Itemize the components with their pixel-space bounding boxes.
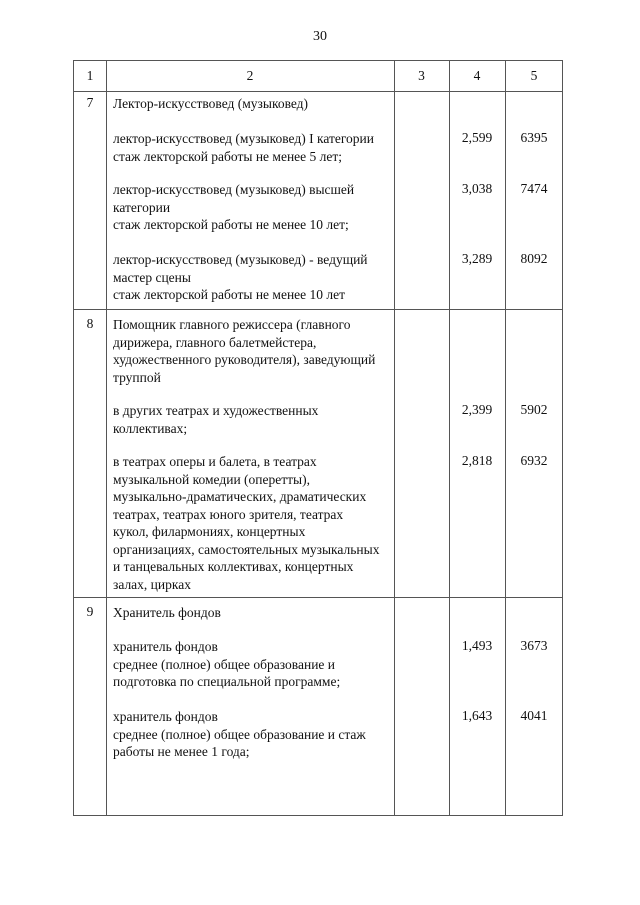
item-salary: 7474 (520, 181, 548, 196)
salary-table (73, 60, 563, 816)
item-coefficient: 3,289 (461, 251, 493, 266)
item-coefficient: 2,399 (461, 402, 493, 417)
row-divider (74, 597, 562, 598)
header-col-1: 1 (86, 68, 94, 83)
page-number: 30 (313, 29, 327, 44)
item-coefficient: 2,818 (461, 453, 493, 468)
row-number: 8 (86, 316, 94, 331)
item-text: лектор-искусствовед (музыковед) высшей категории стаж лекторской работы не менее 10 лет; (113, 182, 355, 232)
column-divider (505, 61, 506, 815)
item-coefficient: 2,599 (461, 130, 493, 145)
item-text: в театрах оперы и балета, в театрах музыкальной комедии (оперетты), музыкально-драматических, драматических театрах, театрах юного зрителя, театрах кукол, филармониях, концертных организациях, самостоятельных музыкальных и танцевальных коллективах, концертных залах, цирках (113, 454, 380, 592)
item-text: хранитель фондов среднее (полное) общее образование и стаж работы не менее 1 года; (113, 709, 366, 759)
item-salary: 6395 (520, 130, 548, 145)
item-coefficient: 3,038 (461, 181, 493, 196)
column-divider (394, 61, 395, 815)
header-col-2: 2 (246, 68, 254, 83)
column-divider (106, 61, 107, 815)
item-salary: 4041 (520, 708, 548, 723)
header-col-4: 4 (473, 68, 481, 83)
row-title: Хранитель фондов (113, 605, 221, 620)
item-coefficient: 1,493 (461, 638, 493, 653)
header-col-5: 5 (530, 68, 538, 83)
item-coefficient: 1,643 (461, 708, 493, 723)
item-text: лектор-искусствовед (музыковед) I категории стаж лекторской работы не менее 5 лет; (113, 131, 375, 164)
item-text: хранитель фондов среднее (полное) общее образование и подготовка по специальной программе; (113, 639, 341, 689)
row-divider (74, 91, 562, 92)
row-divider (74, 309, 562, 310)
row-title: Помощник главного режиссера (главного дирижера, главного балетмейстера, художественного руководителя), заведующий труппой (113, 317, 376, 385)
row-number: 9 (86, 604, 94, 619)
item-salary: 3673 (520, 638, 548, 653)
item-salary: 5902 (520, 402, 548, 417)
item-salary: 6932 (520, 453, 548, 468)
item-salary: 8092 (520, 251, 548, 266)
item-text: в других театрах и художественных коллективах; (113, 403, 319, 436)
row-number: 7 (86, 95, 94, 110)
item-text: лектор-искусствовед (музыковед) - ведущий мастер сцены стаж лекторской работы не менее 10 лет (113, 252, 368, 302)
column-divider (449, 61, 450, 815)
row-title: Лектор-искусствовед (музыковед) (113, 96, 309, 111)
header-col-3: 3 (418, 68, 425, 83)
